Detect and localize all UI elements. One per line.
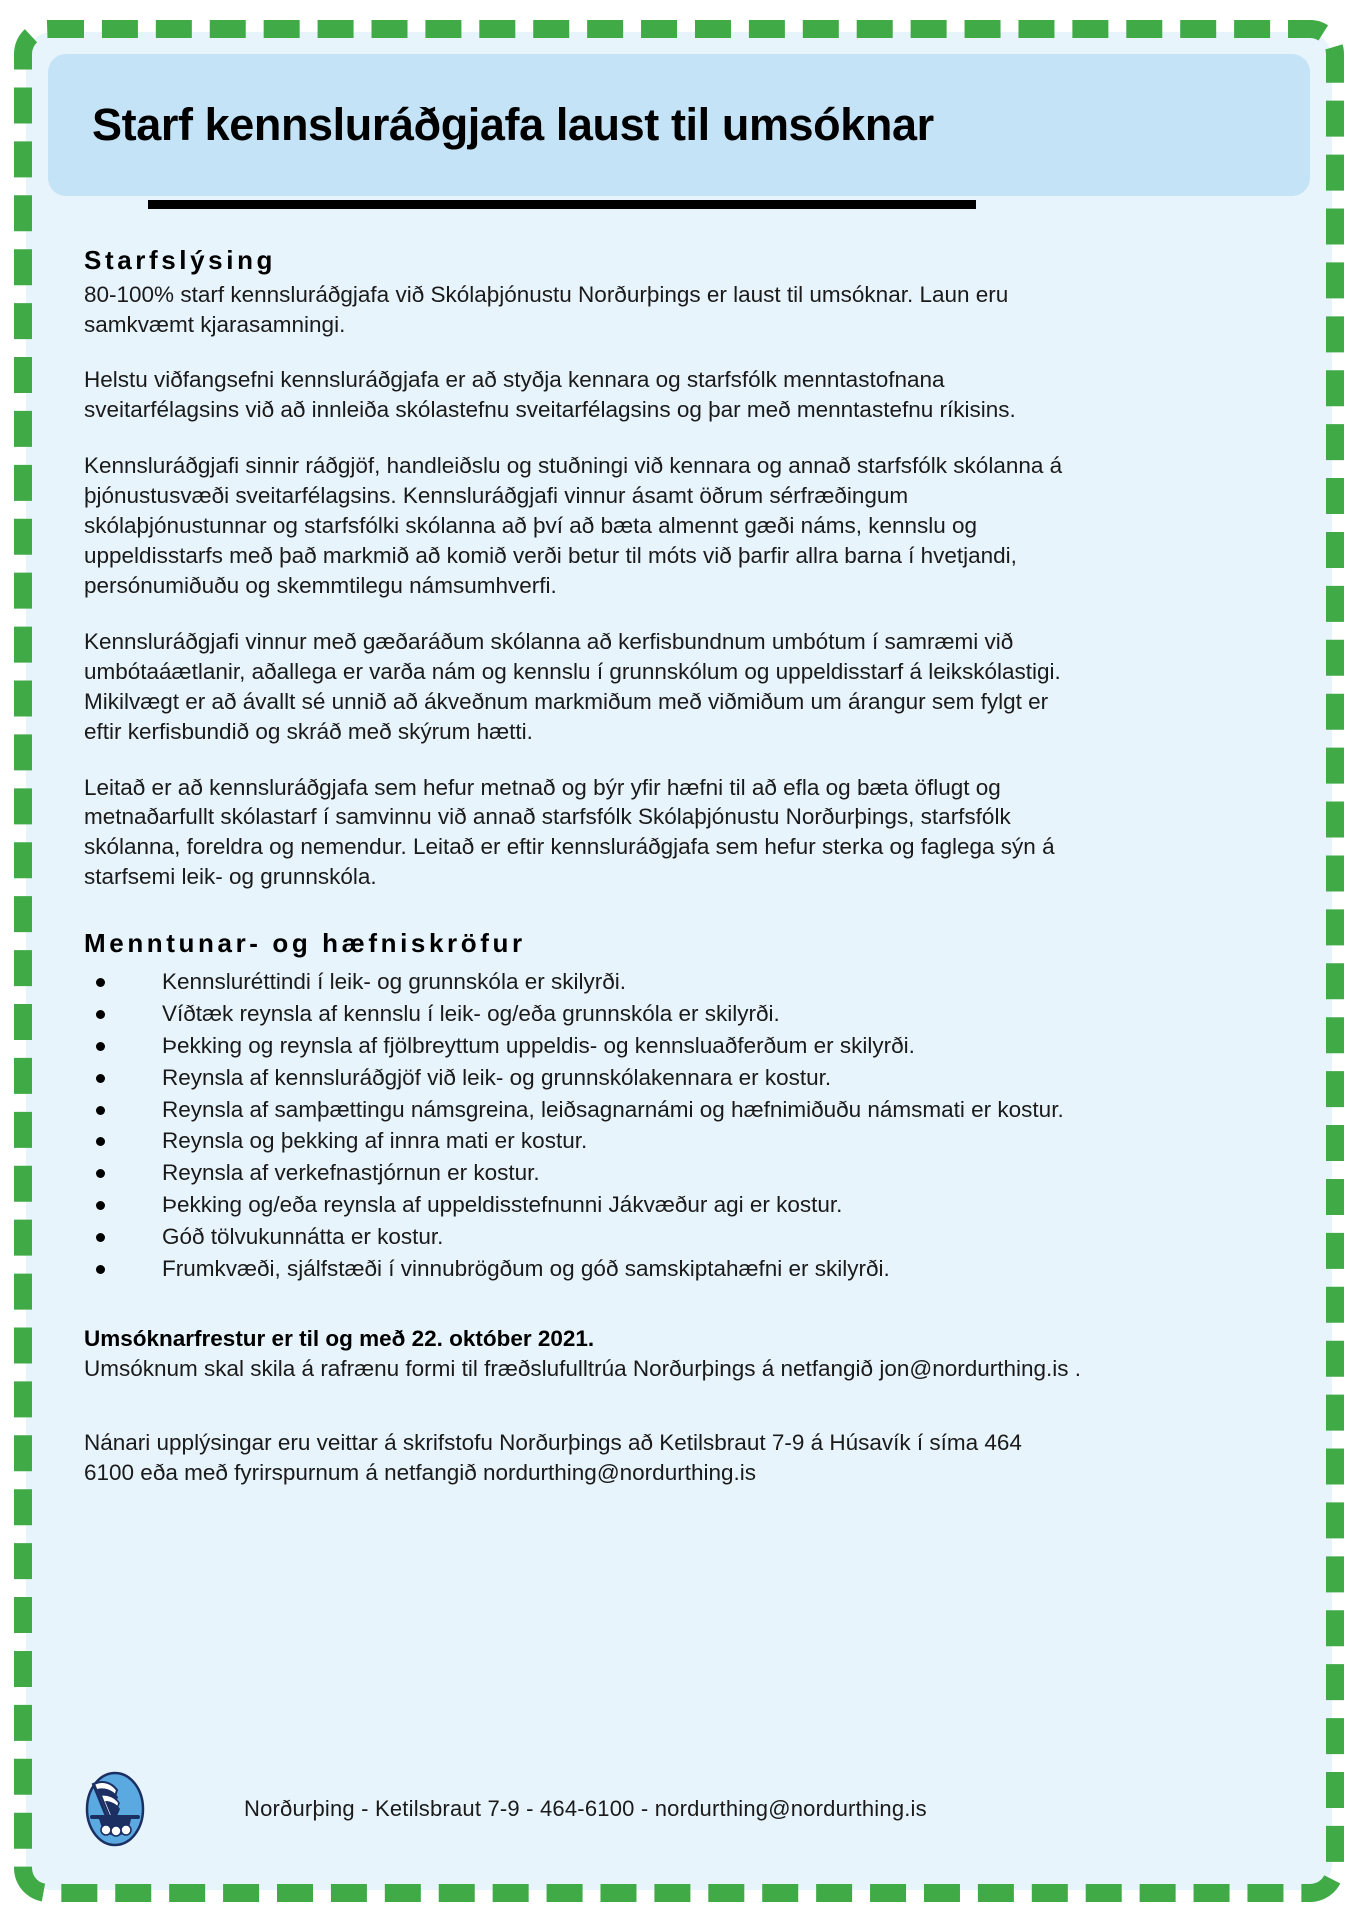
requirements-list	[84, 967, 1288, 1284]
list-item	[84, 1222, 1147, 1252]
list-item-text: Reynsla og þekking af innra mati er kostur.	[162, 1128, 588, 1154]
footer-contact-line: Norðurþing - Ketilsbraut 7-9 - 464-6100 - nordurthing@nordurthing.is	[244, 1796, 927, 1821]
application-instructions: Umsóknum skal skila á rafrænu formi til fræðslufulltrúa Norðurþings á netfangið jon@nordurthing.is .	[84, 1355, 1082, 1381]
bullet-icon	[96, 978, 105, 987]
paragraph-intro: 80-100% starf kennsluráðgjafa við Skólaþjónustu Norðurþings er laust til umsóknar. Laun eru samkvæmt kjarasamningi.	[84, 281, 1009, 337]
bullet-icon	[96, 1265, 105, 1274]
bullet-icon	[96, 1169, 105, 1178]
paragraph-main-tasks: Helstu viðfangsefni kennsluráðgjafa er að styðja kennara og starfsfólk menntastofnana sveitarfélagsins við að innleiða skólastefnu sveitarfélagsins og þar með menntastefnu ríkisins.	[84, 367, 1016, 423]
title-banner	[48, 54, 1310, 196]
bullet-icon	[96, 1201, 105, 1210]
list-item	[84, 1031, 1147, 1061]
list-item-text: Þekking og reynsla af fjölbreyttum uppeldis- og kennsluaðferðum er skilyrði.	[162, 1032, 915, 1058]
bullet-icon	[96, 1106, 105, 1115]
contact-info-block: Nánari upplýsingar eru veittar á skrifstofu Norðurþings að Ketilsbraut 7-9 á Húsavík í síma 464 6100 eða með fyrirspurnum á netfangið nordurthing@nordurthing.is	[84, 1429, 1022, 1485]
paragraph-advisory-role: Kennsluráðgjafi sinnir ráðgjöf, handleiðslu og stuðningi við kennara og annað starfsfólk skólanna á þjónustusvæði sveitarfélagsins. Kennsluráðgjafi vinnur ásamt öðrum sérfræðingum skólaþjónustunnar og starfsfólki skólanna að því að bæta almennt gæði náms, kennslu og uppeldisstarfs með það markmið að komið verði betur til móts við þarfir allra barna í hvetjandi, persónumiðuðu og skemmtilegu námsumhverfi.	[84, 453, 1063, 598]
list-item-text: Víðtæk reynsla af kennslu í leik- og/eða grunnskóla er skilyrði.	[162, 1000, 780, 1026]
bullet-icon	[96, 1010, 105, 1019]
list-item	[84, 1063, 1147, 1093]
deadline-text: Umsóknarfrestur er til og með 22. október 2021.	[84, 1326, 595, 1352]
bullet-icon	[96, 1074, 105, 1083]
document-body	[26, 209, 1332, 1488]
page-title: Starf kennsluráðgjafa laust til umsóknar	[92, 99, 934, 150]
bullet-icon	[96, 1233, 105, 1242]
list-item-text: Kennsluréttindi í leik- og grunnskóla er skilyrði.	[162, 968, 626, 994]
nordurthing-ship-logo-icon	[84, 1770, 146, 1848]
bullet-icon	[96, 1042, 105, 1051]
list-item	[84, 1126, 1147, 1156]
paragraph-quality-councils: Kennsluráðgjafi vinnur með gæðaráðum skólanna að kerfisbundnum umbótum í samræmi við umbótaáætlanir, aðallega er varða nám og kennslu í grunnskólum og uppeldisstarf á leikskólastigi. Mikilvægt er að ávallt sé unnið að ákveðnum markmiðum með viðmiðum um árangur sem fylgt er eftir kerfisbundið og skráð með skýrum hætti.	[84, 628, 1061, 744]
list-item-text: Reynsla af samþættingu námsgreina, leiðsagnarnámi og hæfnimiðuðu námsmati er kostur.	[162, 1096, 1064, 1122]
paragraph-candidate-sought: Leitað er að kennsluráðgjafa sem hefur metnað og býr yfir hæfni til að efla og bæta öflugt og metnaðarfullt skólastarf í samvinnu við annað starfsfólk Skólaþjónustu Norðurþings, starfsfólk skólanna, foreldra og nemendur. Leitað er eftir kennsluráðgjafa sem hefur sterka og faglega sýn á starfsemi leik- og grunnskóla.	[84, 774, 1055, 890]
list-item	[84, 967, 1147, 997]
list-item-text: Frumkvæði, sjálfstæði í vinnubrögðum og góð samskiptahæfni er skilyrði.	[162, 1256, 890, 1282]
list-item	[84, 1190, 1147, 1220]
section-heading-requirements: Menntunar- og hæfniskröfur	[84, 928, 526, 959]
list-item	[84, 1095, 1147, 1125]
application-deadline-block	[84, 1324, 1288, 1384]
bullet-icon	[96, 1137, 105, 1146]
title-underline-rule	[148, 200, 976, 209]
list-item-text: Þekking og/eða reynsla af uppeldisstefnunni Jákvæður agi er kostur.	[162, 1192, 843, 1218]
list-item-text: Reynsla af kennsluráðgjöf við leik- og grunnskólakennara er kostur.	[162, 1064, 832, 1090]
list-item	[84, 999, 1147, 1029]
list-item	[84, 1158, 1147, 1188]
list-item-text: Góð tölvukunnátta er kostur.	[162, 1224, 444, 1250]
page-content	[26, 32, 1332, 1890]
list-item-text: Reynsla af verkefnastjórnun er kostur.	[162, 1160, 540, 1186]
list-item	[84, 1254, 1147, 1284]
page-footer	[84, 1770, 1288, 1848]
section-heading-job-description: Starfslýsing	[84, 245, 277, 275]
